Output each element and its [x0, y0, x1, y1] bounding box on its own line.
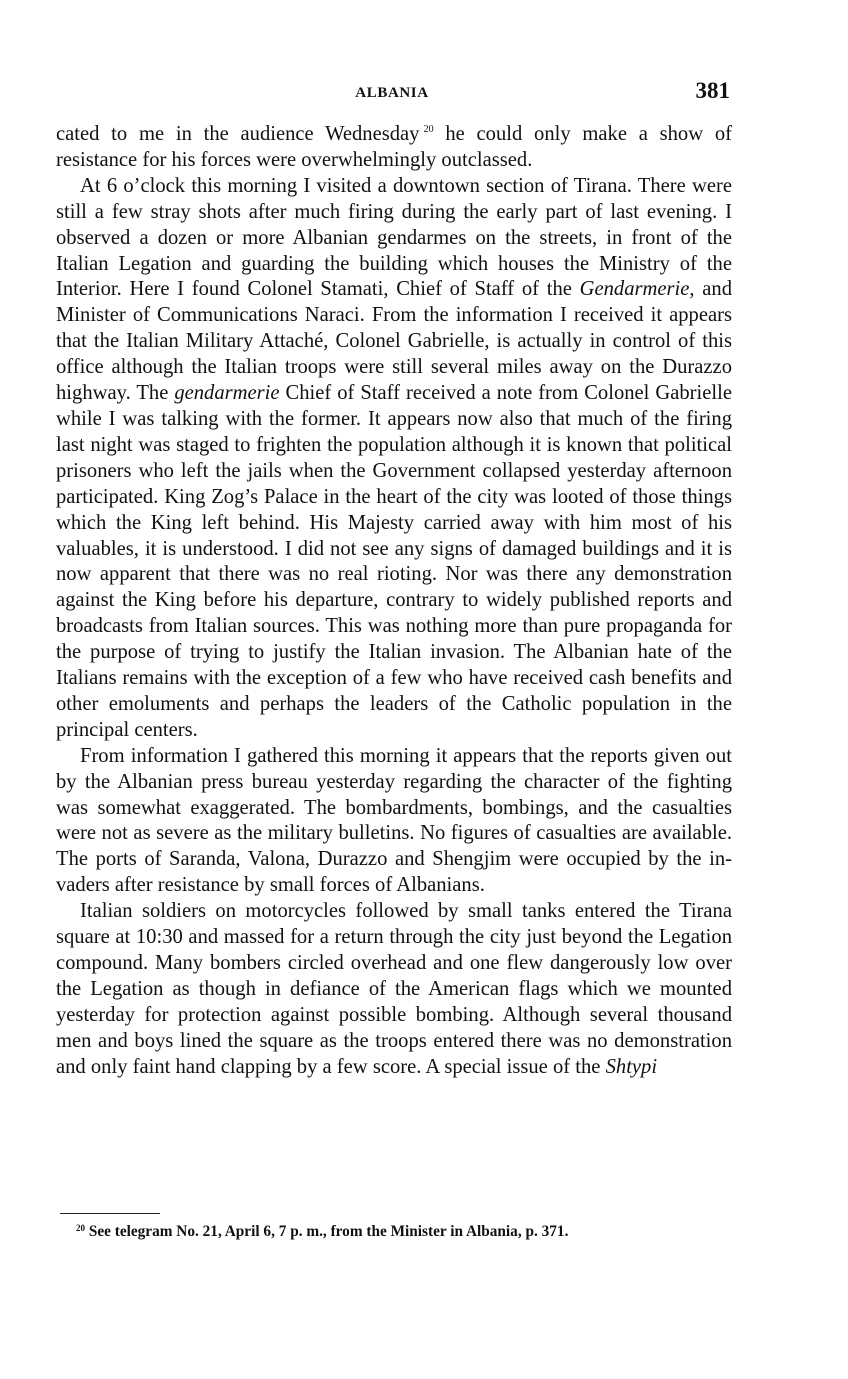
- page-number: 381: [695, 78, 730, 103]
- paragraph-text: he could only make a show of resistance for his forces were overwhelmingly outclassed.: [56, 123, 732, 171]
- paragraph-text: At 6 o’clock this morning I visited a downtown section of Tirana. There were still a few stray shots after much firing during the early part of last evening. I observed a dozen or more Albanian gendarmes on the streets, in front of the Italian Legation and guarding the building which houses the Ministry of the Interior. Here I found Colonel Stamati, Chief of Staff of the: [56, 174, 732, 301]
- paragraph-text: cated to me in the audience Wednesday: [56, 123, 420, 145]
- footnote-marker: 20: [76, 1223, 85, 1233]
- italic-term: Shtypi: [605, 1055, 658, 1078]
- body-text: [56, 122, 732, 1081]
- footnote-rule: [60, 1213, 160, 1214]
- running-title: ALBANIA: [355, 85, 429, 101]
- paragraph-text: Chief of Staff received a note from Colonel Gabrielle while I was talking with the former. It appears now also that much of the firing last night was staged to frighten the population although it is known that political prisoners who left the jails when the Government collapsed yesterday afternoon participated. King Zog’s Palace in the heart of the city was looted of those things which the King left behind. His Majesty carried away with him most of his valuables, it is understood. I did not see any signs of damaged buildings and it is now apparent that there was no real rioting. Nor was there any demonstration against the King before his departure, contrary to widely published reports and broadcasts from Italian sources. This was nothing more than pure propaganda for the purpose of trying to justify the Italian invasion. The Albanian hate of the Italians remains with the exception of a few who have received cash benefits and other emoluments and perhaps the leaders of the Catholic population in the principal centers.: [56, 382, 732, 741]
- italic-term: Gendarmerie: [579, 278, 690, 301]
- footnote-text: See telegram No. 21, April 6, 7 p. m., from the Minister in Albania, p. 371.: [85, 1223, 569, 1240]
- running-head: [56, 80, 728, 110]
- paragraph-continued: [56, 122, 732, 174]
- paragraph-text: , and Minister of Communications Naraci. From the information I received it appears that the Italian Military Attaché, Colonel Gabrielle, is actually in control of this office although the Italian troops were still several miles away on the Durazzo highway. The: [56, 278, 733, 405]
- italic-term: gendarmerie: [174, 382, 280, 405]
- footnote: [76, 1222, 736, 1242]
- paragraph-text: Italian soldiers on motorcycles followed by small tanks entered the Tirana square at 10:30 and massed for a return through the city just beyond the Legation compound. Many bombers circled overhead and one flew dangerously low over the Legation as though in defiance of the American flags which we mounted yesterday for protection against possible bombing. Although several thousand men and boys lined the square as the troops entered there was no demonstration and only faint hand clapping by a few score. A special issue of the: [56, 900, 732, 1078]
- paragraph-italian-soldiers: [56, 899, 732, 1080]
- paragraph-press-reports: From information I gathered this morning it appears that the reports given out by the Albanian press bureau yesterday regarding the character of the fighting was somewhat exaggerated. The bombardments, bombings, and the casualties were not as severe as the military bulletins. No figures of casualties are available. The ports of Saranda, Valona, Durazzo and Shengjim were occupied by the invaders after resistance by small forces of Albanians.: [56, 744, 732, 897]
- footnote-reference: 20: [423, 124, 434, 135]
- paragraph-visit-tirana: [56, 174, 732, 744]
